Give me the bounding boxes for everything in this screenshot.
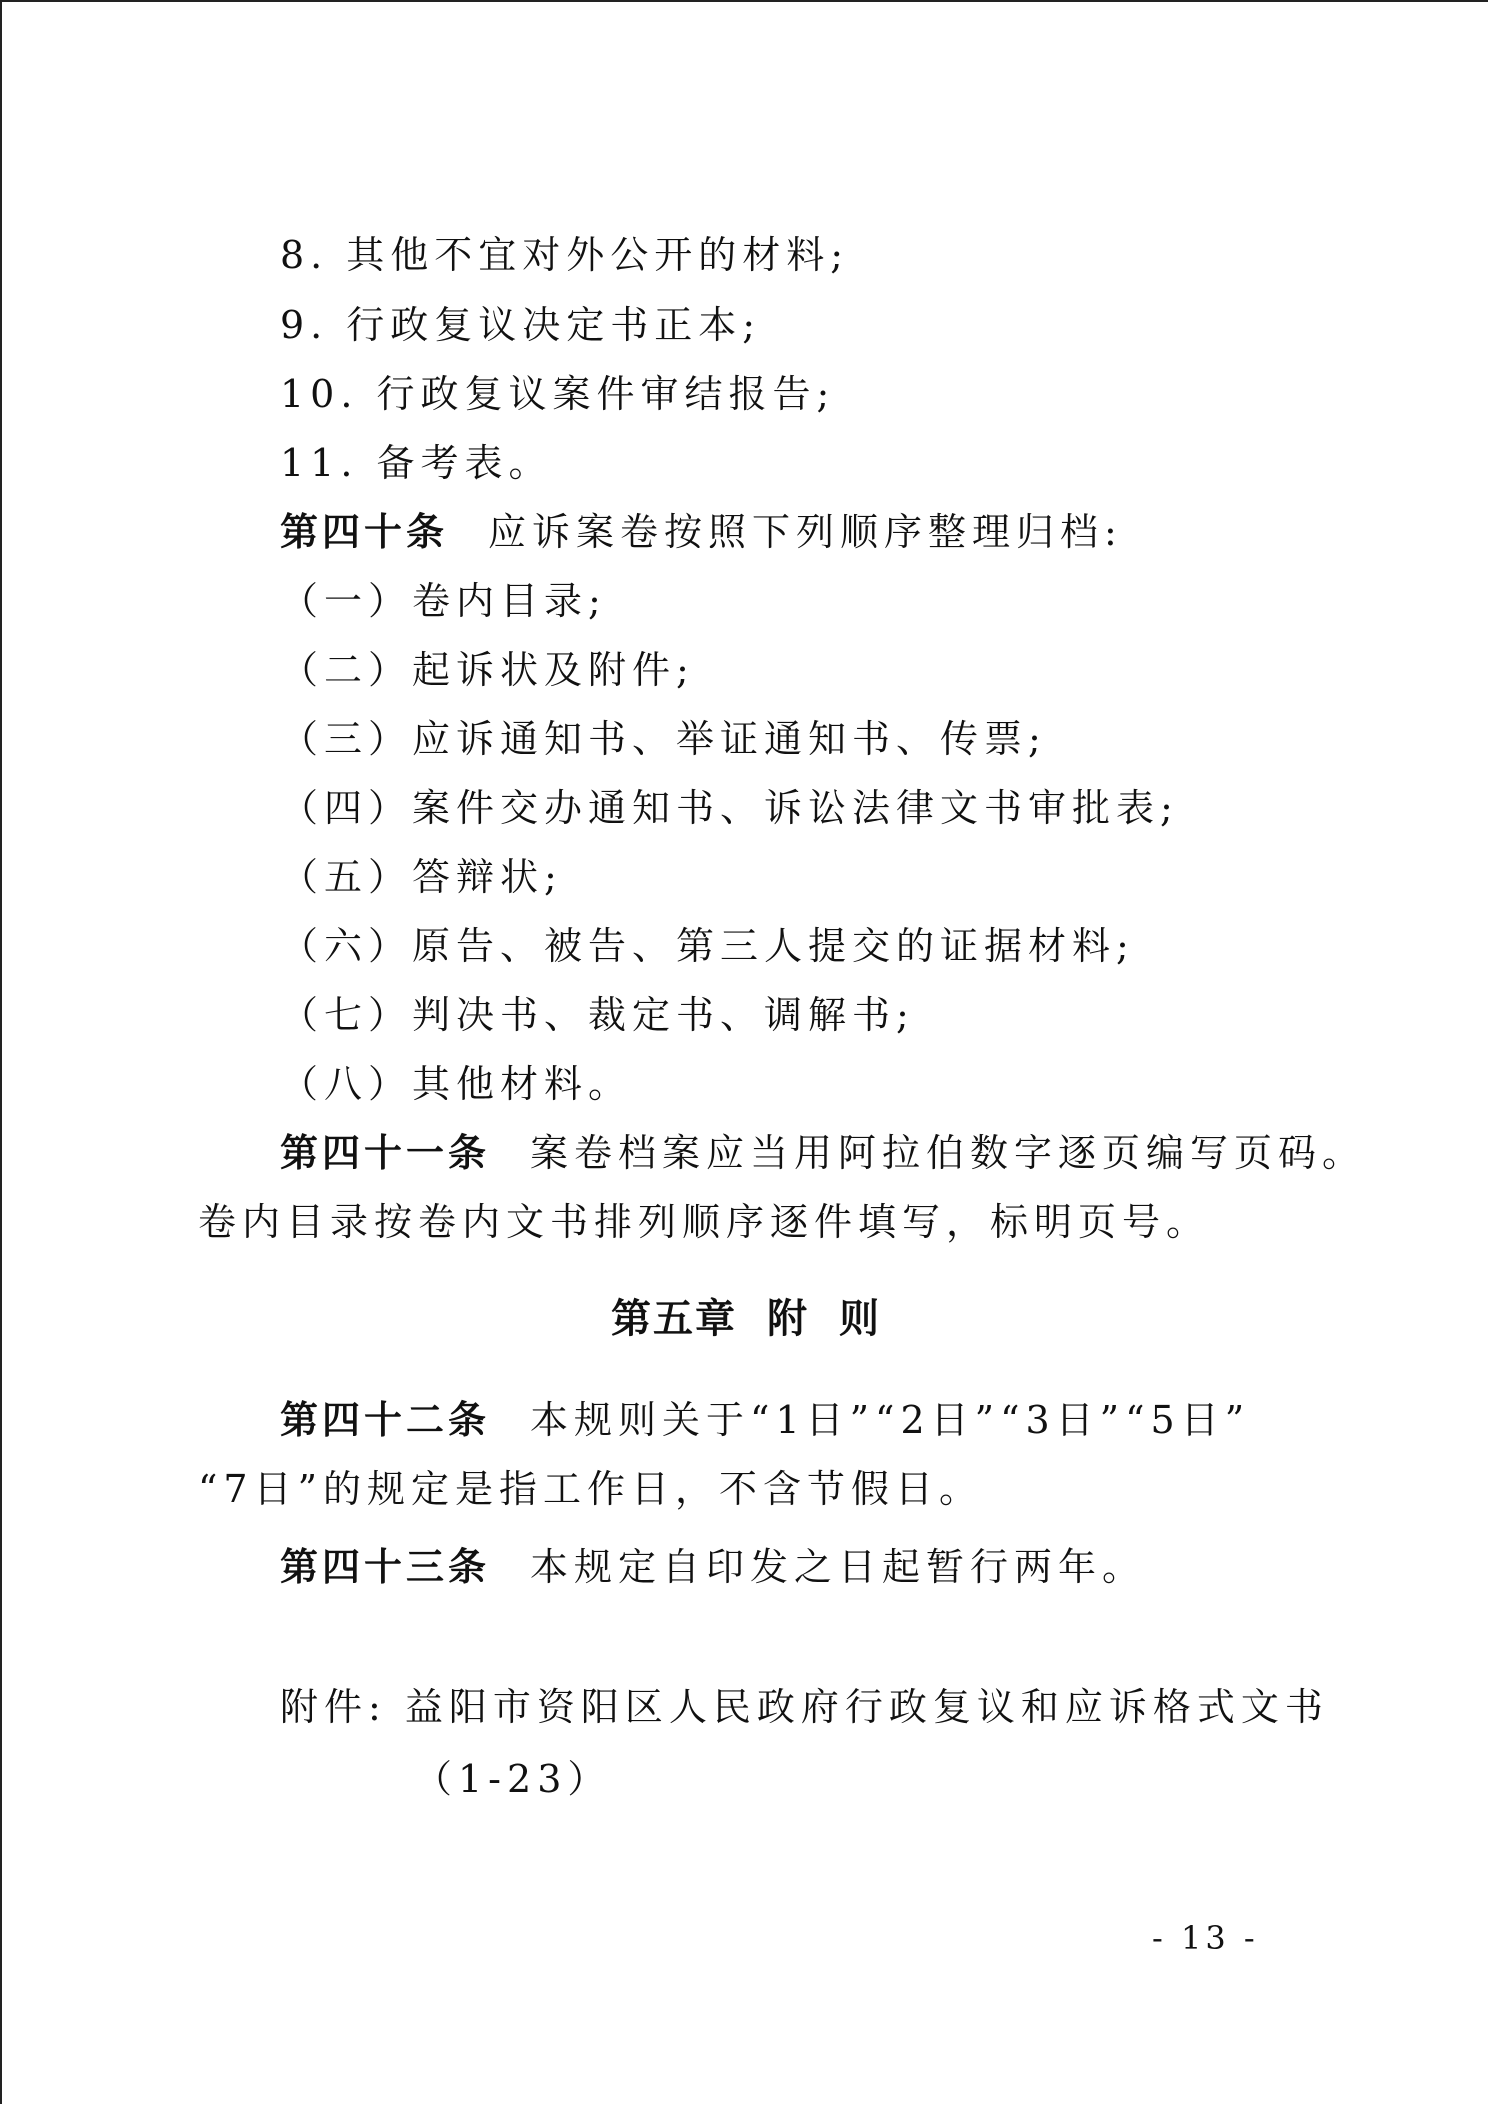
item-number: 11. (280, 441, 359, 485)
article-43 (280, 1542, 1146, 1592)
item-text: 备考表。 (376, 441, 553, 485)
item-text: 其他不宜对外公开的材料; (346, 233, 850, 277)
list-item: （六）原告、被告、第三人提交的证据材料; (280, 924, 1135, 968)
item-text: 行政复议决定书正本; (346, 303, 762, 347)
article-title: 第四十一条 (280, 1131, 491, 1175)
attachment-note (280, 1682, 1329, 1732)
list-item (280, 300, 761, 350)
list-item: （三）应诉通知书、举证通知书、传票; (280, 717, 1047, 761)
list-item: （七）判决书、裁定书、调解书; (280, 993, 915, 1037)
page-number: - 13 - (1152, 1919, 1259, 1957)
article-41-continued: 卷内目录按卷内文书排列顺序逐件填写，标明页号。 (198, 1200, 1211, 1244)
list-item: （二）起诉状及附件; (280, 648, 695, 692)
article-42 (280, 1395, 1250, 1445)
article-text: 本规则关于“1日”“2日”“3日”“5日” (530, 1398, 1251, 1442)
list-item: （五）答辩状; (280, 855, 563, 899)
attachment-text: 益阳市资阳区人民政府行政复议和应诉格式文书 (404, 1685, 1329, 1729)
article-text: 应诉案卷按照下列顺序整理归档: (488, 510, 1123, 554)
item-number: 9. (280, 303, 329, 347)
list-item: （一）卷内目录; (280, 579, 607, 623)
article-40 (280, 507, 1123, 557)
article-title: 第四十三条 (280, 1545, 491, 1589)
item-text: 行政复议案件审结报告; (376, 372, 836, 416)
item-number: 8. (280, 233, 329, 277)
article-42-continued: “7日”的规定是指工作日，不含节假日。 (198, 1467, 984, 1511)
article-title: 第四十条 (280, 510, 449, 554)
article-title: 第四十二条 (280, 1398, 491, 1442)
list-item (280, 438, 552, 488)
list-item (280, 230, 849, 280)
article-text: 案卷档案应当用阿拉伯数字逐页编写页码。 (530, 1131, 1367, 1175)
list-item (280, 369, 835, 419)
list-item: （八）其他材料。 (280, 1062, 633, 1106)
list-item: （四）案件交办通知书、诉讼法律文书审批表; (280, 786, 1179, 830)
article-41 (280, 1128, 1366, 1178)
article-text: 本规定自印发之日起暂行两年。 (530, 1545, 1147, 1589)
attachment-label: 附件: (280, 1685, 387, 1729)
chapter-heading: 第五章 附 则 (611, 1296, 881, 1342)
item-number: 10. (280, 372, 359, 416)
attachment-range: （1-23） (414, 1757, 612, 1801)
